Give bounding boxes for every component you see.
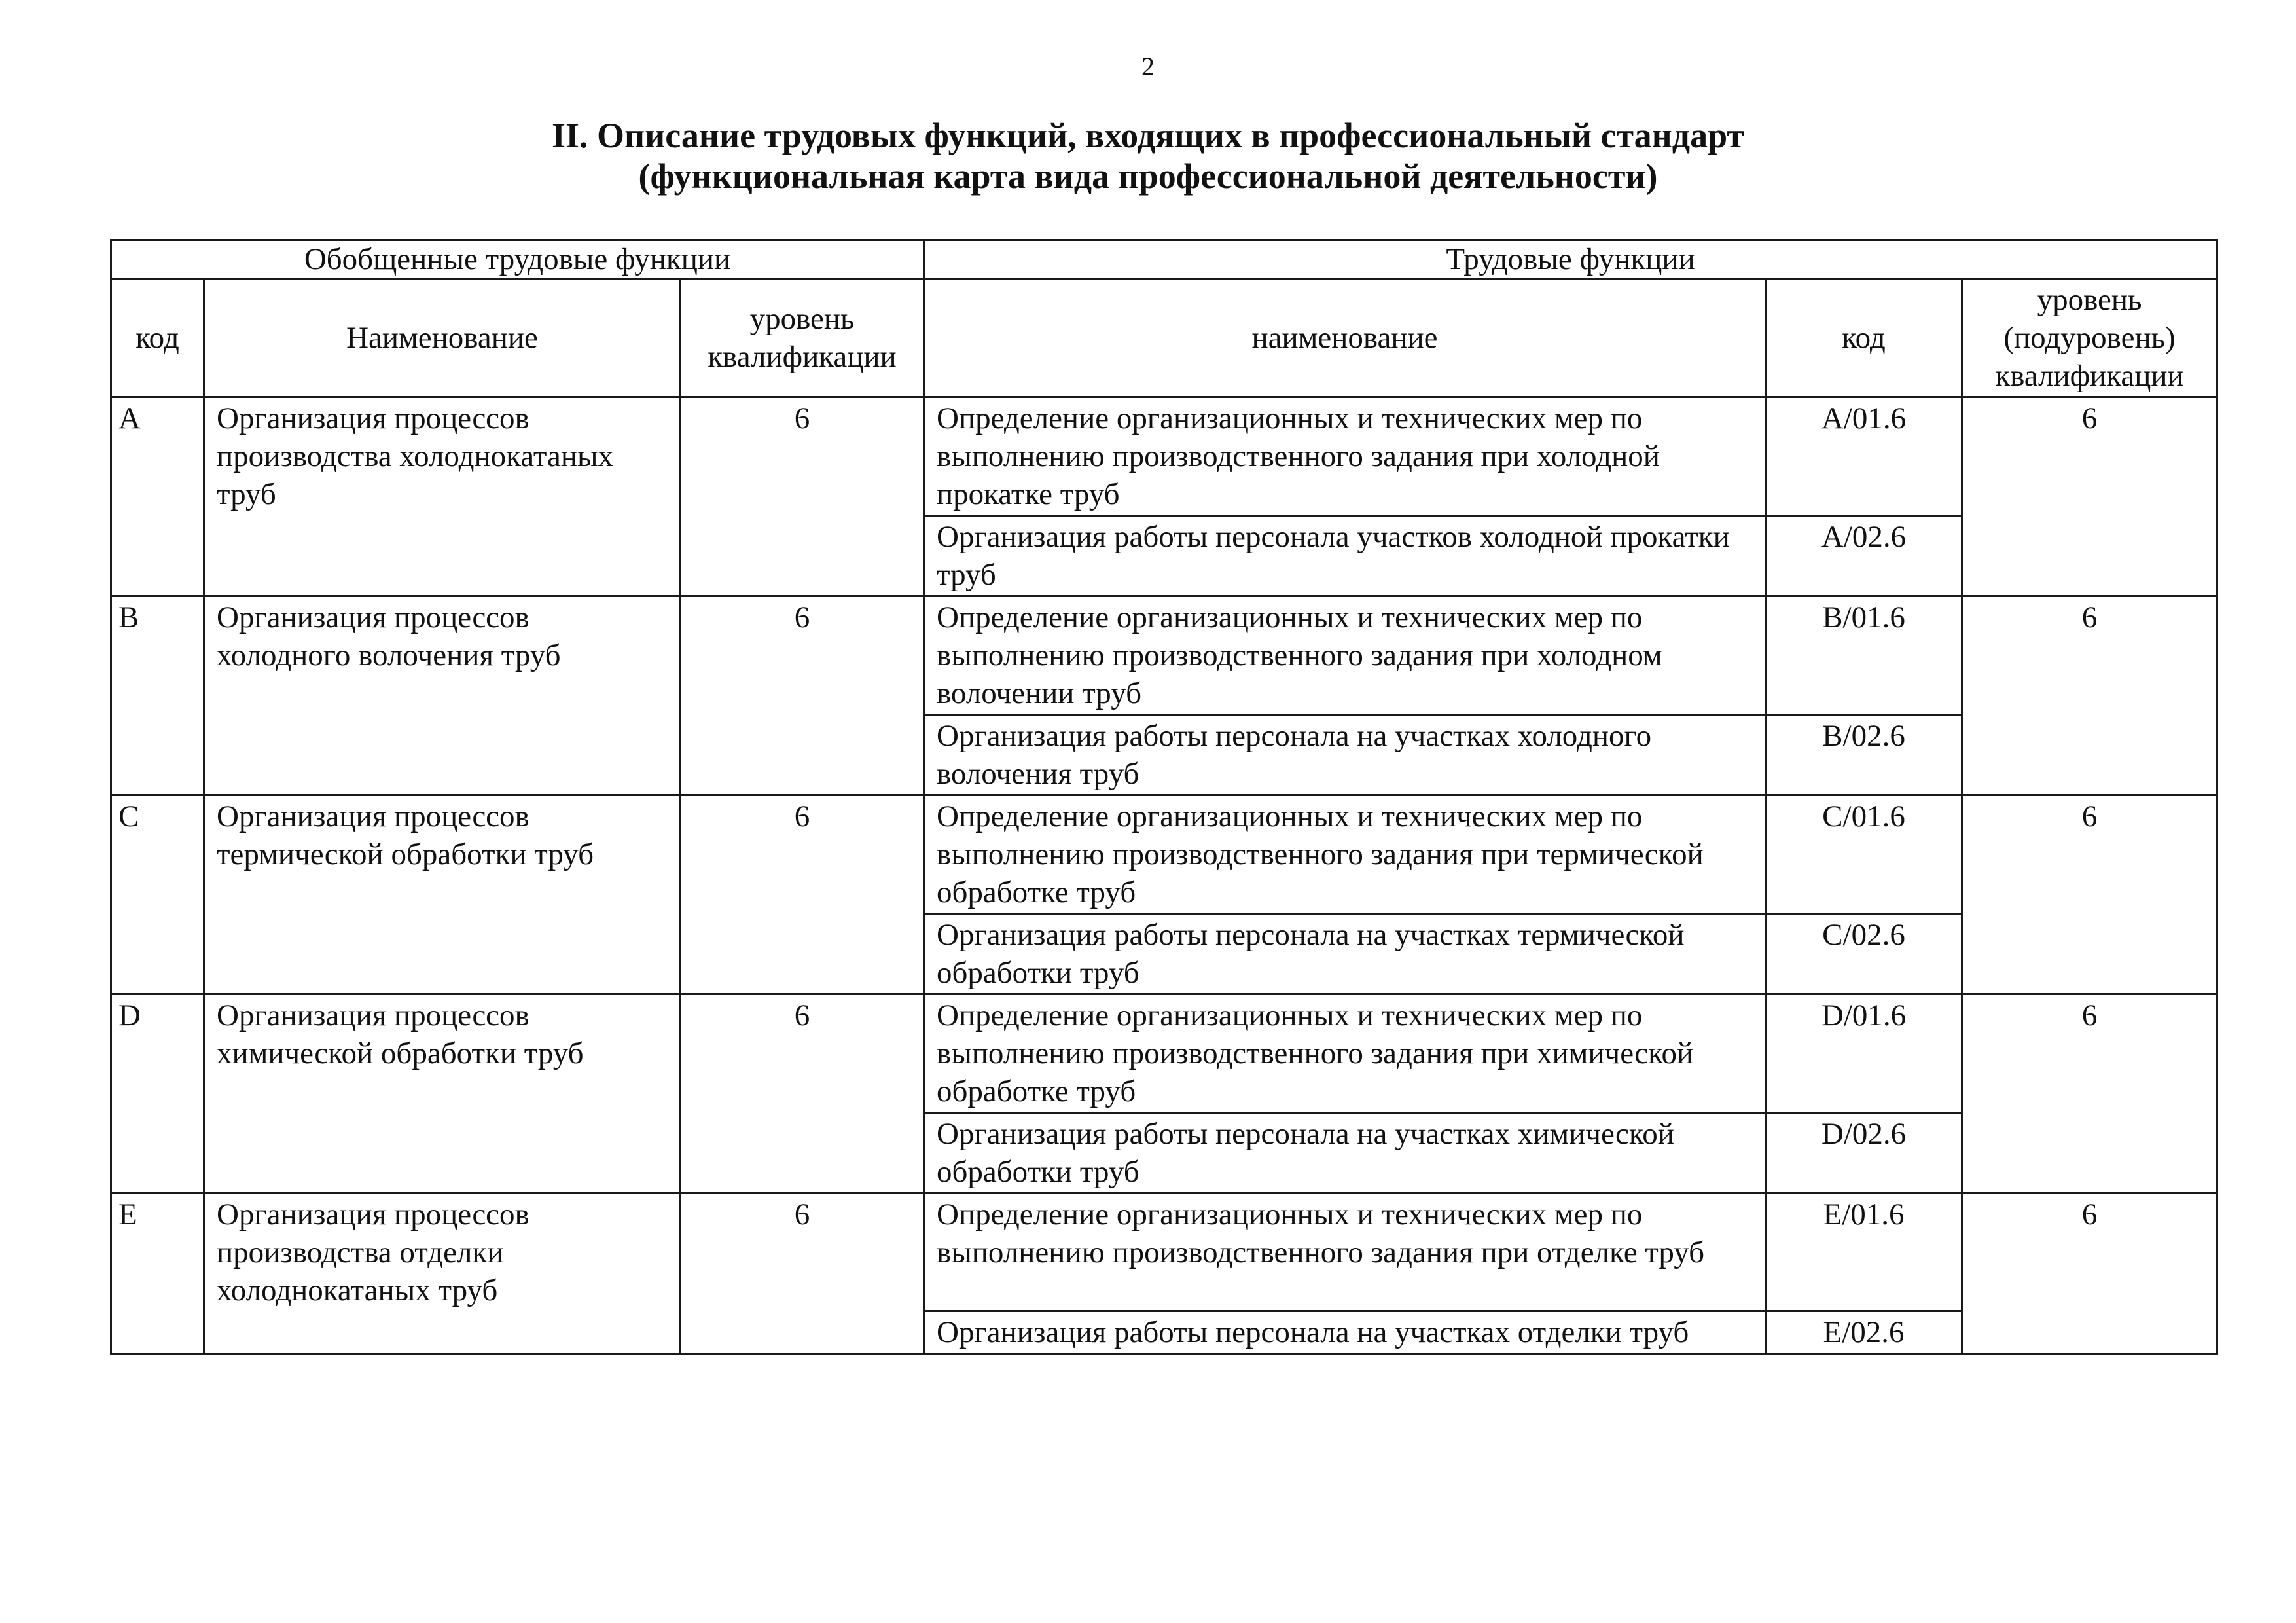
page-number: 2 (1141, 52, 1155, 81)
section-title (0, 115, 2296, 196)
generalized-function-code: A (111, 397, 204, 596)
labor-function-level: 6 (1962, 397, 2217, 596)
generalized-function-code: E (111, 1194, 204, 1354)
generalized-function-name: Организация процессов термической обработки труб (204, 795, 681, 994)
generalized-function-code: B (111, 596, 204, 795)
labor-function-name: Организация работы персонала участков холодной прокатки труб (924, 516, 1766, 596)
labor-function-name: Организация работы персонала на участках термической обработки труб (924, 914, 1766, 994)
header-group-row (111, 240, 2217, 279)
labor-function-name: Организация работы персонала на участках химической обработки труб (924, 1113, 1766, 1194)
header-code: код (111, 279, 204, 397)
labor-function-code: D/01.6 (1766, 994, 1962, 1113)
labor-function-name: Определение организационных и технических мер по выполнению производственного задания при термической обработке труб (924, 795, 1766, 914)
labor-function-code: B/02.6 (1766, 715, 1962, 795)
header-function-level: уровень (подуровень) квалификации (1962, 279, 2217, 397)
header-name: Наименование (204, 279, 681, 397)
generalized-function-name: Организация процессов химической обработки труб (204, 994, 681, 1194)
header-function-name: наименование (924, 279, 1766, 397)
labor-function-name: Определение организационных и технических мер по выполнению производственного задания при холодной прокатке труб (924, 397, 1766, 516)
labor-function-level: 6 (1962, 795, 2217, 994)
labor-function-name: Организация работы персонала на участках холодного волочения труб (924, 715, 1766, 795)
generalized-function-level: 6 (681, 1194, 924, 1354)
labor-function-code: D/02.6 (1766, 1113, 1962, 1194)
header-labor-functions: Трудовые функции (924, 240, 2217, 279)
section-title-line-1: II. Описание трудовых функций, входящих в профессиональный стандарт (552, 116, 1744, 155)
labor-function-level: 6 (1962, 596, 2217, 795)
labor-function-name: Определение организационных и технических мер по выполнению производственного задания при холодном волочении труб (924, 596, 1766, 715)
generalized-function-level: 6 (681, 596, 924, 795)
generalized-function-level: 6 (681, 397, 924, 596)
header-qualification-level: уровень квалификации (681, 279, 924, 397)
labor-function-code: E/01.6 (1766, 1194, 1962, 1311)
generalized-function-name: Организация процессов производства отделки холоднокатаных труб (204, 1194, 681, 1354)
table-row (111, 397, 2217, 516)
header-columns-row (111, 279, 2217, 397)
labor-function-code: B/01.6 (1766, 596, 1962, 715)
labor-function-name: Определение организационных и технических мер по выполнению производственного задания при отделке труб (924, 1194, 1766, 1311)
labor-function-name: Организация работы персонала на участках отделки труб (924, 1311, 1766, 1354)
labor-function-code: C/01.6 (1766, 795, 1962, 914)
generalized-function-code: D (111, 994, 204, 1194)
labor-function-code: A/02.6 (1766, 516, 1962, 596)
header-function-code: код (1766, 279, 1962, 397)
generalized-function-level: 6 (681, 795, 924, 994)
functional-map-table (110, 239, 2218, 1355)
section-title-line-2: (функциональная карта вида профессиональной деятельности) (638, 156, 1658, 196)
labor-function-name: Определение организационных и технических мер по выполнению производственного задания при химической обработке труб (924, 994, 1766, 1113)
labor-function-code: A/01.6 (1766, 397, 1962, 516)
generalized-function-name: Организация процессов холодного волочения труб (204, 596, 681, 795)
table-row (111, 795, 2217, 914)
labor-function-code: C/02.6 (1766, 914, 1962, 994)
labor-function-code: E/02.6 (1766, 1311, 1962, 1354)
labor-function-level: 6 (1962, 994, 2217, 1194)
table-row (111, 596, 2217, 715)
table-row (111, 994, 2217, 1113)
labor-function-level: 6 (1962, 1194, 2217, 1354)
table-row (111, 1194, 2217, 1311)
generalized-function-code: C (111, 795, 204, 994)
generalized-function-name: Организация процессов производства холоднокатаных труб (204, 397, 681, 596)
header-generalized-functions: Обобщенные трудовые функции (111, 240, 924, 279)
generalized-function-level: 6 (681, 994, 924, 1194)
